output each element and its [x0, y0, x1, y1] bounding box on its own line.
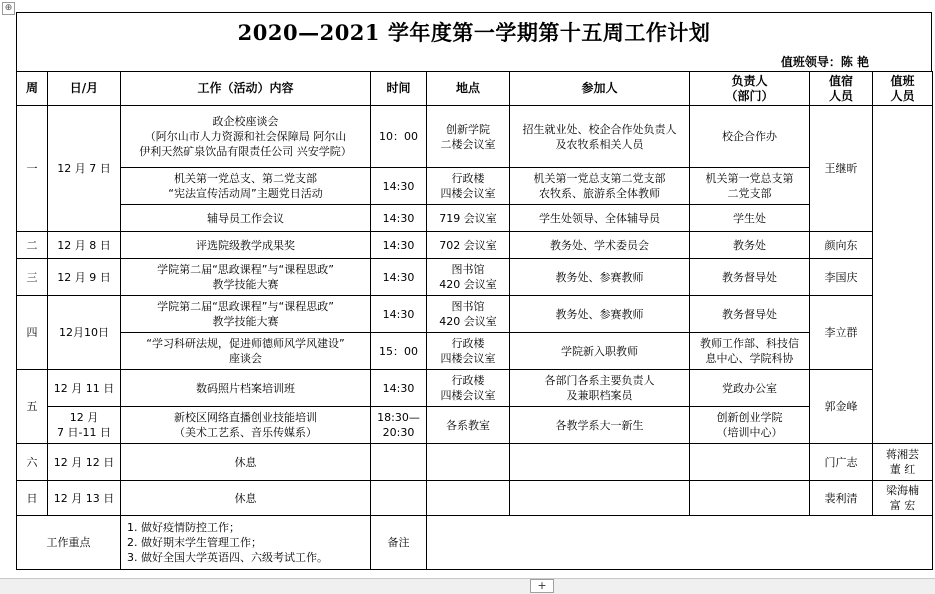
focus-list	[121, 516, 371, 570]
remark-label: 备注	[371, 516, 427, 570]
time-cell: 14:30	[371, 205, 427, 232]
responsible-cell: 教务督导处	[690, 259, 810, 296]
participants-cell: 教务处、参赛教师	[510, 296, 690, 333]
table-row	[17, 106, 933, 168]
focus-label: 工作重点	[17, 516, 121, 570]
header-date: 日/月	[48, 72, 121, 106]
header-row	[17, 72, 933, 106]
time-cell: 14:30	[371, 296, 427, 333]
header-content: 工作（活动）内容	[121, 72, 371, 106]
date-cell: 12 月 12 日	[48, 444, 121, 481]
place-cell: 图书馆 420 会议室	[427, 296, 510, 333]
date-cell: 12 月 7 日-11 日	[48, 407, 121, 444]
table-row	[17, 232, 933, 259]
header-place: 地点	[427, 72, 510, 106]
date-cell: 12 月 7 日	[48, 106, 121, 232]
date-cell: 12 月 8 日	[48, 232, 121, 259]
header-participants: 参加人	[510, 72, 690, 106]
week-cell: 三	[17, 259, 48, 296]
time-cell: 14:30	[371, 168, 427, 205]
responsible-cell: 创新创业学院 （培训中心）	[690, 407, 810, 444]
duty-cell: 李国庆	[810, 259, 873, 296]
responsible-cell: 学生处	[690, 205, 810, 232]
table-row	[17, 168, 933, 205]
page-title: 2020—2021 学年度第一学期第十五周工作计划	[16, 12, 932, 53]
content-cell: 辅导员工作会议	[121, 205, 371, 232]
time-cell: 15：00	[371, 333, 427, 370]
focus-item: 1. 做好疫情防控工作；	[127, 521, 240, 534]
participants-cell: 学生处领导、全体辅导员	[510, 205, 690, 232]
place-cell: 719 会议室	[427, 205, 510, 232]
responsible-cell: 教务督导处	[690, 296, 810, 333]
content-cell: 新校区网络直播创业技能培训 （美术工艺系、音乐传媒系）	[121, 407, 371, 444]
date-cell: 12月10日	[48, 296, 121, 370]
focus-item: 3. 做好全国大学英语四、六级考试工作。	[127, 551, 328, 564]
table-row	[17, 481, 933, 516]
content-cell: 休息	[121, 481, 371, 516]
duty-cell: 门广志	[810, 444, 873, 481]
header-week: 周	[17, 72, 48, 106]
remark-cell	[427, 516, 933, 570]
duty-leader: 值班领导：陈 艳	[16, 53, 932, 71]
place-cell-empty	[427, 481, 510, 516]
schedule-table	[16, 71, 933, 570]
content-cell: 学院第二届“思政课程”与“课程思政” 教学技能大赛	[121, 296, 371, 333]
focus-item: 2. 做好期末学生管理工作；	[127, 536, 262, 549]
header-onduty: 值班 人员	[873, 72, 933, 106]
participants-cell: 学院新入职教师	[510, 333, 690, 370]
participants-cell: 机关第一党总支第二党支部 农牧系、旅游系全体教师	[510, 168, 690, 205]
place-cell: 702 会议室	[427, 232, 510, 259]
participants-cell: 招生就业处、校企合作处负责人 及农牧系相关人员	[510, 106, 690, 168]
responsible-cell: 教务处	[690, 232, 810, 259]
place-cell-empty	[427, 444, 510, 481]
responsible-cell-empty	[690, 444, 810, 481]
content-cell: 政企校座谈会 （阿尔山市人力资源和社会保障局 阿尔山 伊利天然矿泉饮品有限责任公司 兴安学院）	[121, 106, 371, 168]
document-page	[16, 12, 932, 570]
responsible-cell: 校企合作办	[690, 106, 810, 168]
participants-cell-empty	[510, 481, 690, 516]
time-cell: 14:30	[371, 232, 427, 259]
week-cell: 四	[17, 296, 48, 370]
place-cell: 各系教室	[427, 407, 510, 444]
place-cell: 行政楼 四楼会议室	[427, 168, 510, 205]
onduty-cell-empty	[873, 106, 933, 444]
place-cell: 行政楼 四楼会议室	[427, 370, 510, 407]
content-cell: “学习科研法规，促进师德师风学风建设” 座谈会	[121, 333, 371, 370]
date-cell: 12 月 11 日	[48, 370, 121, 407]
duty-cell: 王继昕	[810, 106, 873, 232]
table-row	[17, 407, 933, 444]
participants-cell: 教务处、学术委员会	[510, 232, 690, 259]
week-cell: 日	[17, 481, 48, 516]
content-cell: 休息	[121, 444, 371, 481]
week-cell: 一	[17, 106, 48, 232]
table-row	[17, 259, 933, 296]
table-row	[17, 205, 933, 232]
time-cell: 14:30	[371, 259, 427, 296]
add-row-button[interactable]: +	[530, 579, 554, 593]
table-row	[17, 444, 933, 481]
participants-cell: 教务处、参赛教师	[510, 259, 690, 296]
week-cell: 二	[17, 232, 48, 259]
time-cell-empty	[371, 444, 427, 481]
responsible-cell: 教师工作部、科技信 息中心、学院科协	[690, 333, 810, 370]
duty-cell: 李立群	[810, 296, 873, 370]
time-cell: 14:30	[371, 370, 427, 407]
header-duty: 值宿 人员	[810, 72, 873, 106]
header-time: 时间	[371, 72, 427, 106]
time-cell: 18:30— 20:30	[371, 407, 427, 444]
bottom-scroll-bar	[0, 578, 935, 594]
date-cell: 12 月 13 日	[48, 481, 121, 516]
time-cell: 10：00	[371, 106, 427, 168]
duty-cell: 颜向东	[810, 232, 873, 259]
duty-cell: 裴利清	[810, 481, 873, 516]
participants-cell-empty	[510, 444, 690, 481]
content-cell: 评选院级教学成果奖	[121, 232, 371, 259]
week-cell: 五	[17, 370, 48, 444]
header-responsible: 负责人 （部门）	[690, 72, 810, 106]
participants-cell: 各教学系大一新生	[510, 407, 690, 444]
duty-cell: 郭金峰	[810, 370, 873, 444]
footer-row	[17, 516, 933, 570]
content-cell: 学院第二届“思政课程”与“课程思政” 教学技能大赛	[121, 259, 371, 296]
onduty-cell: 蒋湘芸 董 红	[873, 444, 933, 481]
table-row	[17, 296, 933, 333]
participants-cell: 各部门各系主要负责人 及兼职档案员	[510, 370, 690, 407]
responsible-cell: 机关第一党总支第 二党支部	[690, 168, 810, 205]
table-row	[17, 333, 933, 370]
place-cell: 创新学院 二楼会议室	[427, 106, 510, 168]
place-cell: 图书馆 420 会议室	[427, 259, 510, 296]
content-cell: 数码照片档案培训班	[121, 370, 371, 407]
responsible-cell-empty	[690, 481, 810, 516]
place-cell: 行政楼 四楼会议室	[427, 333, 510, 370]
table-row	[17, 370, 933, 407]
table-move-handle-icon[interactable]: ⊕	[2, 2, 15, 15]
onduty-cell: 梁海楠 富 宏	[873, 481, 933, 516]
date-cell: 12 月 9 日	[48, 259, 121, 296]
responsible-cell: 党政办公室	[690, 370, 810, 407]
week-cell: 六	[17, 444, 48, 481]
time-cell-empty	[371, 481, 427, 516]
content-cell: 机关第一党总支、第二党支部 “宪法宣传活动周”主题党日活动	[121, 168, 371, 205]
